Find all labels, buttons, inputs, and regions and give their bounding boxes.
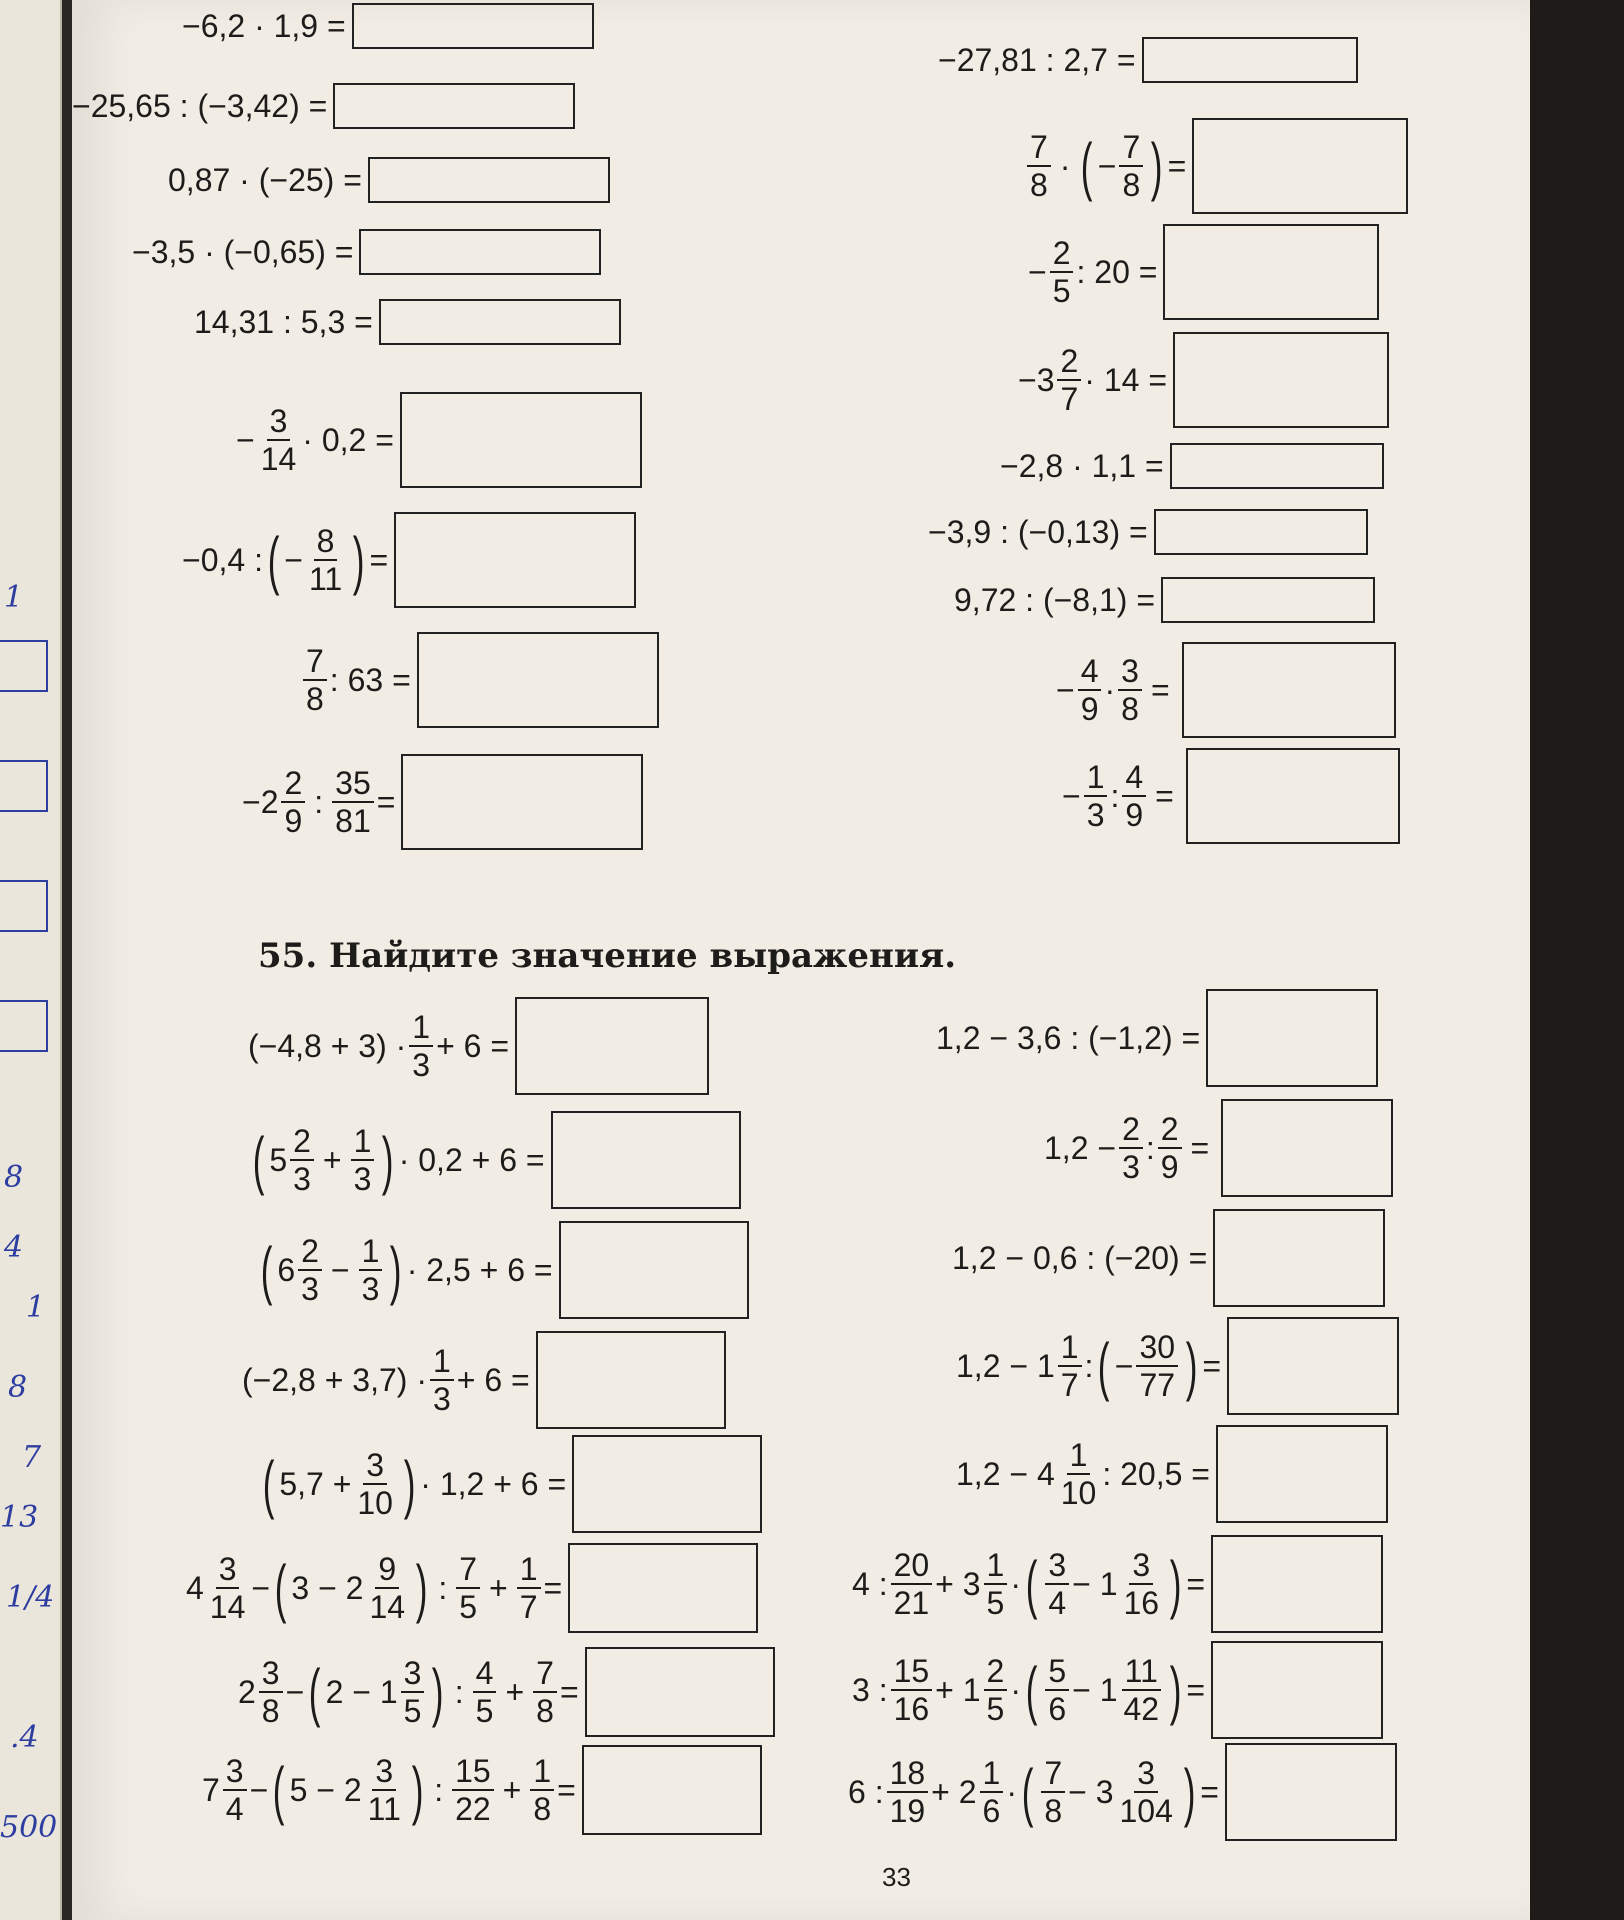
- answer-box[interactable]: [333, 83, 575, 129]
- answer-box[interactable]: [1211, 1641, 1383, 1739]
- left-page-edge: [0, 0, 62, 1920]
- fraction: $\frac{3}{10}$: [357, 1447, 393, 1521]
- answer-box[interactable]: [1163, 224, 1379, 320]
- answer-box[interactable]: [394, 512, 636, 608]
- fraction: $\frac{1}{5}$: [984, 1549, 1008, 1619]
- fraction: $\frac{2}{5}$: [1050, 237, 1074, 307]
- answer-box[interactable]: [1182, 642, 1396, 738]
- fraction: $\frac{20}{21}$: [891, 1549, 933, 1619]
- fraction: $\frac{1}{7}$: [1058, 1331, 1082, 1401]
- handwritten-box: [0, 880, 48, 932]
- answer-box[interactable]: [1186, 748, 1400, 844]
- answer-box[interactable]: [582, 1745, 762, 1835]
- sign: −: [236, 421, 255, 458]
- fraction: $\frac{3}{16}$: [1123, 1547, 1160, 1621]
- fraction: $\frac{4}{9}$: [1078, 655, 1102, 725]
- answer-box[interactable]: [1142, 37, 1358, 83]
- answer-box[interactable]: [568, 1543, 758, 1633]
- fraction: $\frac{3}{104}$: [1119, 1755, 1173, 1829]
- fraction: $\frac{3}{8}$: [259, 1657, 283, 1727]
- task-heading: [258, 936, 956, 976]
- fraction: $\frac{3}{8}$: [1118, 655, 1142, 725]
- page-number: 33: [882, 1862, 911, 1892]
- expression-tail: · 0,2 =: [302, 421, 394, 458]
- answer-box[interactable]: [401, 754, 643, 850]
- fraction: $\frac{1}{10}$: [1060, 1437, 1097, 1511]
- answer-box[interactable]: [1216, 1425, 1388, 1523]
- fraction: $\frac{3}{4}$: [223, 1755, 247, 1825]
- fraction: $\frac{35}{81}$: [332, 767, 374, 837]
- answer-box[interactable]: [559, 1221, 749, 1319]
- answer-box[interactable]: [1170, 443, 1384, 489]
- answer-box[interactable]: [572, 1435, 762, 1533]
- fraction: $\frac{1}{3}$: [430, 1345, 454, 1415]
- handwritten-digit: 8: [8, 1370, 28, 1405]
- fraction: $\frac{1}{3}$: [359, 1235, 383, 1305]
- fraction: $\frac{2}{3}$: [290, 1125, 314, 1195]
- fraction: $\frac{7}{8}$: [1027, 131, 1051, 201]
- answer-box[interactable]: [352, 3, 594, 49]
- fraction: $\frac{1}{8}$: [530, 1755, 554, 1825]
- handwritten-digit: 500: [0, 1810, 58, 1845]
- fraction: $\frac{4}{5}$: [473, 1657, 497, 1727]
- answer-box[interactable]: [1173, 332, 1389, 428]
- fraction: $\frac{1}{3}$: [409, 1011, 433, 1081]
- expression: −27,81 : 2,7 =: [938, 41, 1136, 78]
- answer-box[interactable]: [1225, 1743, 1397, 1841]
- fraction: $\frac{18}{19}$: [887, 1757, 929, 1827]
- handwritten-box: [0, 1000, 48, 1052]
- fraction: $\frac{5}{6}$: [1045, 1655, 1069, 1725]
- fraction: $\frac{8}{11}$: [308, 523, 343, 597]
- expression: −6,2 · 1,9 =: [182, 7, 346, 44]
- answer-box[interactable]: [359, 229, 601, 275]
- fraction: $\frac{9}{14}$: [369, 1551, 406, 1625]
- fraction: $\frac{7}{8}$: [1119, 131, 1143, 201]
- handwritten-digit: 8: [4, 1160, 24, 1195]
- fraction: $\frac{30}{77}$: [1136, 1331, 1178, 1401]
- fraction: $\frac{1}{3}$: [351, 1125, 375, 1195]
- fraction: $\frac{3}{14}$: [209, 1551, 246, 1625]
- fraction: $\frac{7}{5}$: [456, 1553, 480, 1623]
- expression-head: −0,4 :: [182, 541, 263, 578]
- fraction: $\frac{3}{14}$: [260, 403, 297, 477]
- answer-box[interactable]: [1192, 118, 1408, 214]
- fraction: $\frac{2}{7}$: [1057, 345, 1081, 415]
- fraction: $\frac{2}{5}$: [984, 1655, 1008, 1725]
- answer-box[interactable]: [1213, 1209, 1385, 1307]
- fraction: $\frac{2}{9}$: [1158, 1113, 1182, 1183]
- fraction: $\frac{7}{8}$: [533, 1657, 557, 1727]
- fraction: $\frac{1}{7}$: [517, 1553, 541, 1623]
- handwritten-digit: 1/4: [6, 1580, 55, 1615]
- answer-box[interactable]: [551, 1111, 741, 1209]
- answer-box[interactable]: [515, 997, 709, 1095]
- task-number: 55.: [258, 936, 318, 976]
- handwritten-digit: 1: [26, 1290, 46, 1325]
- fraction: $\frac{7}{8}$: [1041, 1757, 1065, 1827]
- handwritten-digit: .4: [10, 1720, 39, 1755]
- expression: 14,31 : 5,3 =: [194, 303, 373, 340]
- fraction: $\frac{1}{3}$: [1084, 761, 1108, 831]
- answer-box[interactable]: [400, 392, 642, 488]
- fraction: $\frac{3}{5}$: [401, 1657, 425, 1727]
- answer-box[interactable]: [368, 157, 610, 203]
- answer-box[interactable]: [379, 299, 621, 345]
- handwritten-digit: 4: [4, 1230, 24, 1265]
- expression: 0,87 · (−25) =: [168, 161, 362, 198]
- fraction: $\frac{3}{4}$: [1045, 1549, 1069, 1619]
- answer-box[interactable]: [536, 1331, 726, 1429]
- answer-box[interactable]: [1154, 509, 1368, 555]
- fraction: $\frac{15}{16}$: [891, 1655, 933, 1725]
- answer-box[interactable]: [1227, 1317, 1399, 1415]
- answer-box[interactable]: [1161, 577, 1375, 623]
- handwritten-box: [0, 640, 48, 692]
- handwritten-digit: 13: [0, 1500, 39, 1535]
- fraction: $\frac{4}{9}$: [1122, 761, 1146, 831]
- answer-box[interactable]: [1206, 989, 1378, 1087]
- background-fabric: [1530, 0, 1624, 1920]
- expression: −3,5 · (−0,65) =: [132, 233, 354, 270]
- fraction: $\frac{7}{8}$: [303, 645, 327, 715]
- workbook-page: −6,2 · 1,9 = −25,65 : (−3,42) = 0,87 · (−25) = −3,5 · (−0,65) = 14,31 : 5,3 = − $\frac{3}{14}$ · 0,2 = −0,4 : ( − $\frac{8}{11}$ ) = $\frac{7}{8}$ : 63 = −2 $\frac{2}{9}$ : $\frac{35}{81}$ = −27,81 : 2,7 = $\frac{7}{8}$ · ( − $\frac{7}{8}$ ) = − $\frac{2}{5}$ : 20 = −3 $\frac{2}{7}$ · 14 = −2,8 · 1,1 = −3,9 : (−0,13) = 9,72 : (−8,1) = − $\frac{4}{9}$ · $\frac{3}{8}$ = − $\frac{1}{3}$ : $\frac{4}{9}$ = 55. Найдите значение выражения. (−4,8 + 3) · $\frac{1}{3}$ + 6 = ( 5 $\frac{2}{3}$ + $\frac{1}{3}$ ) · 0,2 + 6 = ( 6 $\frac{2}{3}$ − $\frac{1}{3}$ ) · 2,5 + 6 = (−2,8 + 3,7) · $\frac{1}{3}$ + 6 = ( 5,7 + $\frac{3}{10}$ ) · 1,2 + 6 = 4 $\frac{3}{14}$ − ( 3 − 2 $\frac{9}{14}$ ) : $\frac{7}{5}$ + $\frac{1}{7}$ = 2 $\frac{3}{8}$ − ( 2 − 1 $\frac{3}{5}$ ) : $\frac{4}{5}$ + $\frac{7}{8}$ = 7 $\frac{3}{4}$ − ( 5 − 2 $\frac{3}{11}$ ) : $\frac{15}{22}$ + $\frac{1}{8}$ = 1,2 − 3,6 : (−1,2) = 1,2 − $\frac{2}{3}$ : $\frac{2}{9}$ = 1,2 − 0,6 : (−20) = 1,2 − 1 $\frac{1}{7}$ : ( − $\frac{30}{77}$ ) = 1,2 − 4 $\frac{1}{10}$ : 20,5 = 4 : $\frac{20}{21}$ + 3 $\frac{1}{5}$ · ( $\frac{3}{4}$ − 1 $\frac{3}{16}$ ) = 3 : $\frac{15}{16}$ + 1 $\frac{2}{5}$ · ( $\frac{5}{6}$ − 1 $\frac{11}{42}$ ) = 6 : $\frac{18}{19}$ + 2 $\frac{1}{6}$ · ( $\frac{7}{8}$ − 3 $\frac{3}{104}$ ) = 33: [72, 0, 1530, 1920]
- fraction: $\frac{1}{6}$: [980, 1757, 1004, 1827]
- fraction: $\frac{2}{3}$: [1119, 1113, 1143, 1183]
- expression: −25,65 : (−3,42) =: [72, 87, 328, 124]
- fraction: $\frac{2}{9}$: [281, 767, 305, 837]
- fraction: $\frac{2}{3}$: [298, 1235, 322, 1305]
- task-title: Найдите значение выражения.: [329, 936, 957, 976]
- answer-box[interactable]: [585, 1647, 775, 1737]
- handwritten-digit: 7: [22, 1440, 42, 1475]
- expression-tail: : 63 =: [329, 661, 411, 698]
- answer-box[interactable]: [417, 632, 659, 728]
- fraction: $\frac{3}{11}$: [367, 1753, 401, 1827]
- answer-box[interactable]: [1211, 1535, 1383, 1633]
- handwritten-box: [0, 760, 48, 812]
- handwritten-digit: 1: [4, 580, 24, 615]
- answer-box[interactable]: [1221, 1099, 1393, 1197]
- fraction: $\frac{11}{42}$: [1123, 1653, 1160, 1727]
- fraction: $\frac{15}{22}$: [452, 1755, 494, 1825]
